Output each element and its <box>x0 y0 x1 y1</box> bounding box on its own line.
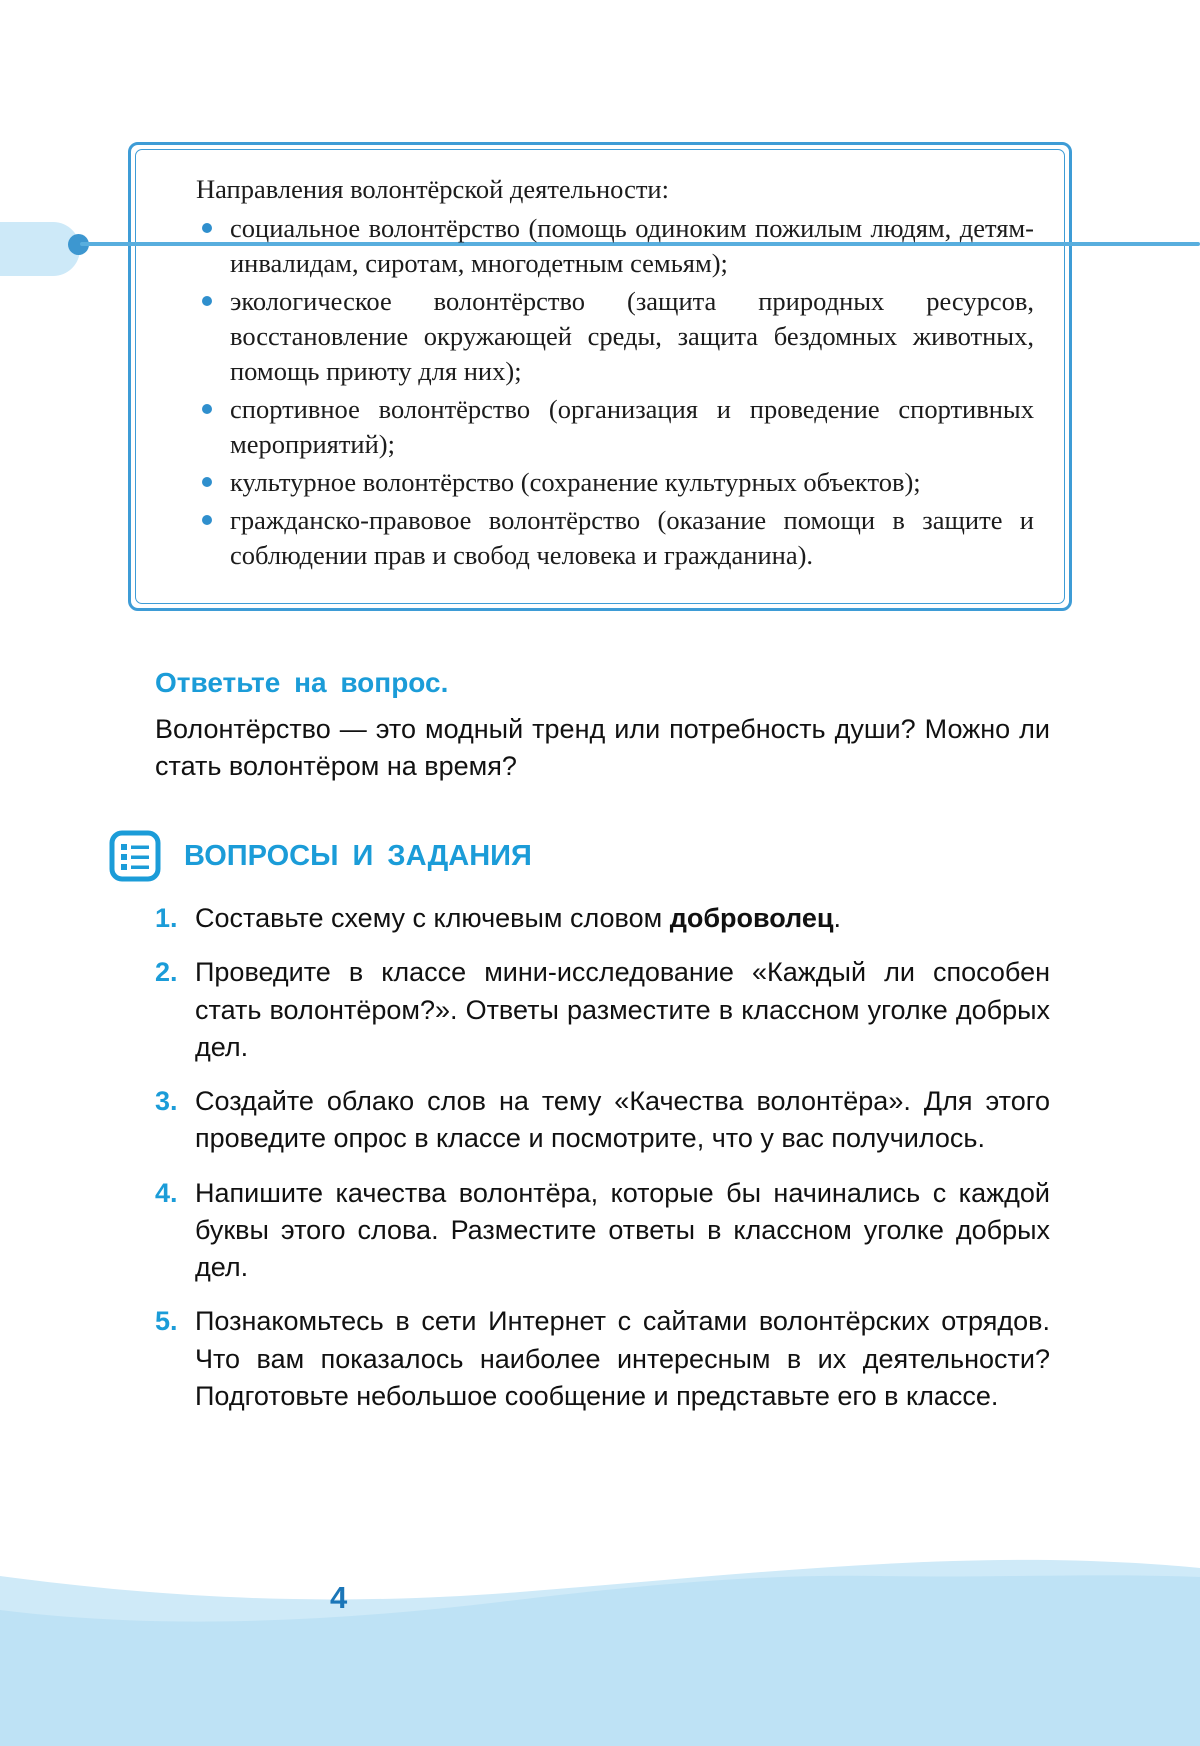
task-text: . <box>833 903 841 934</box>
list-item: социальное волонтёрство (помощь одиноким пожилым людям, детям-инвалидам, сиротам, многодетным семьям); <box>196 211 1034 281</box>
task-number: 4. <box>155 1177 178 1208</box>
task-text: Составьте схему с ключевым словом <box>195 903 670 934</box>
task-item <box>155 1303 1050 1415</box>
task-text: Создайте облако слов на тему «Качества волонтёра». Для этого проведите опрос в классе и посмотрите, что у вас получилось. <box>195 1086 1050 1154</box>
footer-wave <box>0 1546 1200 1746</box>
task-text: Познакомьтесь в сети Интернет с сайтами волонтёрских отрядов. Что вам показалось наиболее интересным в их деятельности? Подготовьте небольшое сообщение и представьте его в классе. <box>195 1306 1050 1411</box>
task-item <box>155 954 1050 1066</box>
task-item <box>155 1175 1050 1287</box>
info-box-title: Направления волонтёрской деятельности: <box>196 174 669 204</box>
info-box-inner <box>135 149 1065 604</box>
task-number: 5. <box>155 1306 178 1337</box>
task-text: Напишите качества волонтёра, которые бы начинались с каждой буквы этого слова. Разместите ответы в классном уголке добрых дел. <box>195 1177 1050 1283</box>
tasks-section <box>155 829 1050 1415</box>
task-list <box>155 900 1050 1415</box>
task-keyword: доброволец <box>669 903 834 934</box>
answer-text: Волонтёрство — это модный тренд или потребность души? Можно ли стать волонтёром на время? <box>155 713 1050 781</box>
tasks-header <box>108 829 1050 883</box>
task-number: 1. <box>155 903 178 934</box>
tasks-heading: ВОПРОСЫ И ЗАДАНИЯ <box>184 839 532 872</box>
page-number: 4 <box>330 1580 348 1615</box>
list-item: гражданско-правовое волонтёрство (оказание помощи в защите и соблюдении прав и свобод человека и гражданина). <box>196 503 1034 573</box>
top-corner-tab <box>0 222 80 276</box>
list-item: спортивное волонтёрство (организация и проведение спортивных мероприятий); <box>196 392 1034 462</box>
task-item <box>155 900 1050 937</box>
info-box-list <box>196 211 1034 573</box>
info-box <box>128 142 1072 611</box>
task-number: 3. <box>155 1086 178 1117</box>
task-text: Проведите в классе мини-исследование «Каждый ли способен стать волонтёром?». Ответы разместите в классном уголке добрых дел. <box>195 957 1050 1062</box>
answer-section <box>155 667 1050 786</box>
task-item <box>155 1083 1050 1158</box>
answer-heading: Ответьте на вопрос. <box>155 666 449 698</box>
list-item: экологическое волонтёрство (защита природных ресурсов, восстановление окружающей среды, защита бездомных животных, помощь приюту для них); <box>196 284 1034 389</box>
task-number: 2. <box>155 957 178 988</box>
list-icon <box>108 829 162 883</box>
list-item: культурное волонтёрство (сохранение культурных объектов); <box>196 465 1034 500</box>
